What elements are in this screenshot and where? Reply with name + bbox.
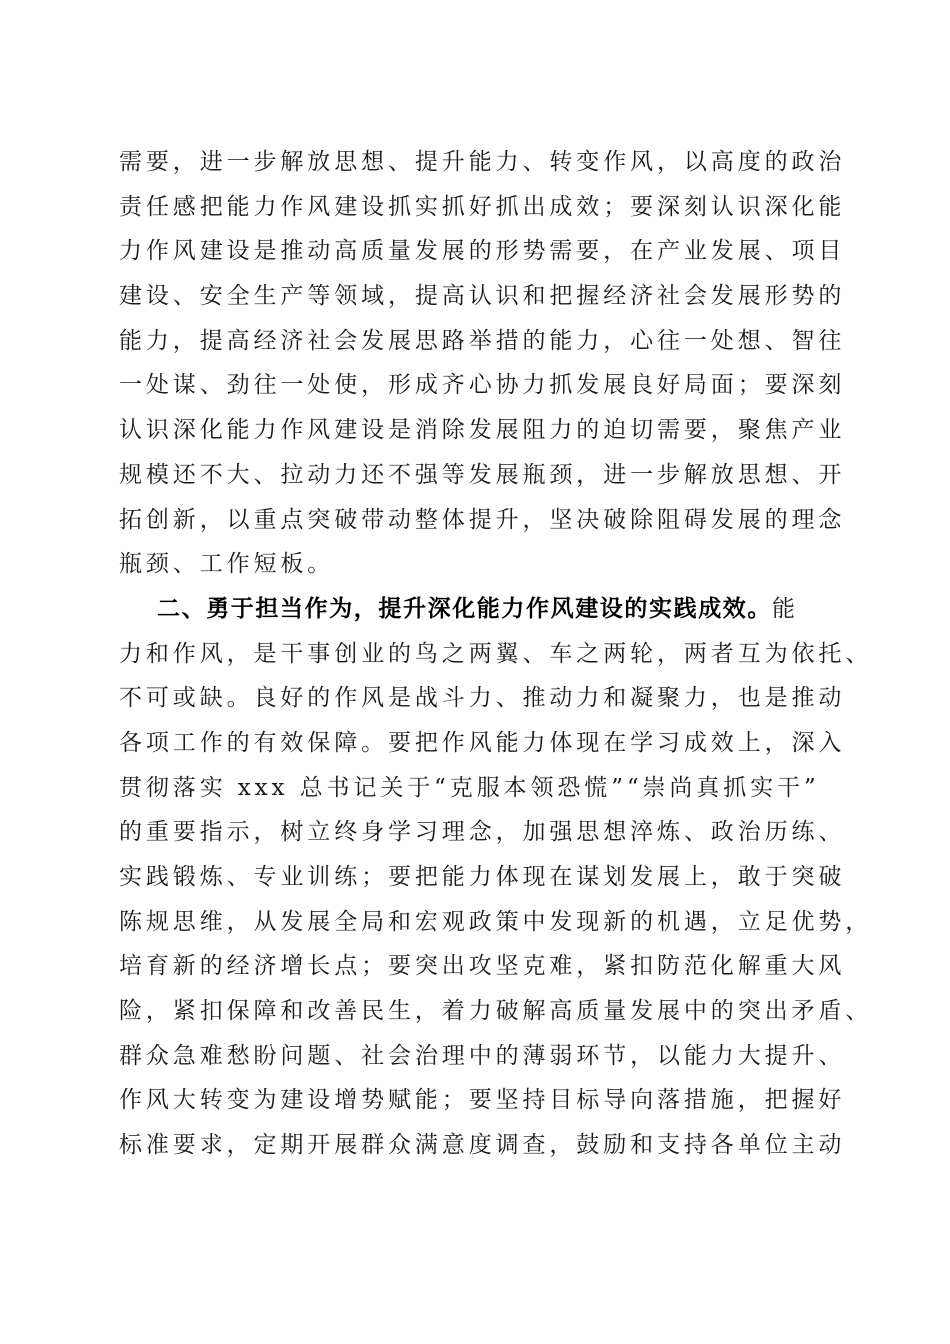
text-line: 认识深化能力作风建设是消除发展阻力的迫切需要，聚焦产业	[119, 417, 846, 444]
text-line: 能力，提高经济社会发展思路举措的能力，心往一处想、智往	[119, 327, 846, 354]
section-heading: 二、勇于担当作为，提升深化能力作风建设的实践成效。	[157, 595, 772, 622]
text-line: 实践锻炼、专业训练；要把能力体现在谋划发展上，敢于突破	[119, 864, 846, 890]
text-line: 瓶颈、工作短板。	[119, 551, 335, 578]
text-line: 各项工作的有效保障。要把作风能力体现在学习成效上，深入	[119, 729, 846, 756]
text-line: 建设、安全生产等领域，提高认识和把握经济社会发展形势的	[119, 283, 846, 310]
document-page	[119, 140, 873, 1168]
text-fragment: 能	[772, 595, 799, 622]
section-heading-line	[119, 587, 821, 632]
text-line: 陈规思维，从发展全局和宏观政策中发现新的机遇，立足优势，	[119, 908, 873, 935]
text-line: 险，紧扣保障和改善民生，着力破解高质量发展中的突出矛盾、	[119, 998, 873, 1025]
text-line: 群众急难愁盼问题、社会治理中的薄弱环节，以能力大提升、	[119, 1042, 846, 1069]
text-line: 一处谋、劲往一处使，形成齐心协力抓发展良好局面；要深刻	[119, 372, 846, 399]
text-line: 力作风建设是推动高质量发展的形势需要，在产业发展、项目	[119, 238, 846, 265]
text-line: 标准要求，定期开展群众满意度调查，鼓励和支持各单位主动	[119, 1132, 846, 1159]
text-line: 力和作风，是干事创业的鸟之两翼、车之两轮，两者互为依托、	[119, 640, 873, 667]
text-line: 培育新的经济增长点；要突出攻坚克难，紧扣防范化解重大风	[119, 953, 846, 980]
paragraph-2	[119, 587, 873, 1168]
text-line: 责任感把能力作风建设抓实抓好抓出成效；要深刻认识深化能	[119, 193, 846, 220]
text-line: 规模还不大、拉动力还不强等发展瓶颈，进一步解放思想、开	[119, 461, 846, 488]
text-line: 不可或缺。良好的作风是战斗力、推动力和凝聚力，也是推动	[119, 685, 846, 712]
text-line: 拓创新，以重点突破带动整体提升，坚决破除阻碍发展的理念	[119, 506, 846, 533]
text-line: 贯彻落实 xxx 总书记关于“克服本领恐慌”“崇尚真抓实干”	[119, 774, 820, 801]
text-line: 作风大转变为建设增势赋能；要坚持目标导向落措施，把握好	[119, 1087, 846, 1114]
paragraph-1	[119, 140, 846, 587]
text-line: 的重要指示，树立终身学习理念，加强思想淬炼、政治历练、	[119, 819, 846, 846]
text-line: 需要，进一步解放思想、提升能力、转变作风，以高度的政治	[119, 149, 846, 175]
